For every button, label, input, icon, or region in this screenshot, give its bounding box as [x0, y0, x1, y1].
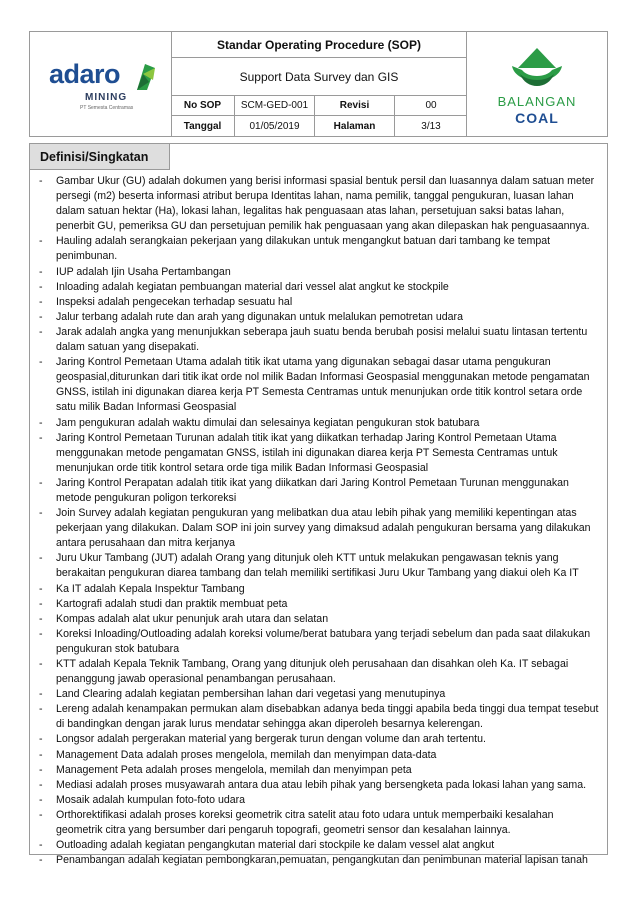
sop-info-row-1 — [171, 96, 467, 116]
definitions-list — [38, 174, 600, 868]
halaman-label: Halaman — [315, 116, 395, 136]
list-item: - Gambar Ukur (GU) adalah dokumen yang berisi informasi spasial bentuk persil dan luasannya dalam satuan meter persegi (m2) beserta informasi atribut berupa Identitas lahan, nama pemilik, tanggal pengukuran, luasan lahan dalam satuan hektar (Ha), lokasi lahan, legalitas hak penguasaan atas lahan, persetujuan saksi batas lahan, penerbit GU, pemeriksa GU dan persetujuan pemilik hak penguasaan yang akan dilepaskan hak penguasaannya. — [38, 174, 600, 234]
tanggal-label: Tanggal — [171, 116, 235, 136]
list-item: - Hauling adalah serangkaian pekerjaan yang dilakukan untuk mengangkut batuan dari tambang ke tempat penimbunan. — [38, 234, 600, 264]
list-item: - Management Data adalah proses mengelola, memilah dan menyimpan data-data — [38, 748, 600, 763]
sop-title: Standar Operating Procedure (SOP) — [171, 32, 467, 58]
list-item: - Kompas adalah alat ukur penunjuk arah utara dan selatan — [38, 612, 600, 627]
sop-info-table — [171, 32, 467, 136]
no-sop-value: SCM-GED-001 — [235, 96, 315, 115]
list-item: - Inspeksi adalah pengecekan terhadap sesuatu hal — [38, 295, 600, 310]
sop-subtitle: Support Data Survey dan GIS — [171, 58, 467, 96]
list-item: - Juru Ukur Tambang (JUT) adalah Orang yang ditunjuk oleh KTT untuk melakukan pengawasan teknis yang berakaitan pengukuran diarea tambang dan telah memiliki sertifikasi Juru Ukur Tambang yang diakui oleh Ka IT — [38, 551, 600, 581]
adaro-tagline: PT Semesta Centramas — [80, 105, 134, 111]
list-item: - Management Peta adalah proses mengelola, memilah dan menyimpan peta — [38, 763, 600, 778]
list-item: - Jaring Kontrol Perapatan adalah titik ikat yang diikatkan dari Jaring Kontrol Pemetaan Turunan menggunakan metode pengukuran poligon terkoreksi — [38, 476, 600, 506]
list-item: - Jam pengukuran adalah waktu dimulai dan selesainya kegiatan pengukuran stok batubara — [38, 416, 600, 431]
tanggal-value: 01/05/2019 — [235, 116, 315, 136]
list-item: - Orthorektifikasi adalah proses koreksi geometrik citra satelit atau foto udara untuk memperbaiki kesalahan geometrik citra yang bersumber dari pengaruh topografi, geometri sensor dan kesalahan lainnya. — [38, 808, 600, 838]
list-item: - Kartografi adalah studi dan praktik membuat peta — [38, 597, 600, 612]
halaman-value: 3/13 — [421, 120, 441, 132]
list-item: - Outloading adalah kegiatan pengangkutan material dari stockpile ke dalam vessel alat angkut — [38, 838, 600, 853]
list-item: - Jarak adalah angka yang menunjukkan seberapa jauh suatu benda berubah posisi melalui suatu lintasan tertentu dalam satuan yang disepakati. — [38, 325, 600, 355]
list-item: - Mediasi adalah proses musyawarah antara dua atau lebih pihak yang bersengketa pada lokasi lahan yang sama. — [38, 778, 600, 793]
adaro-mining-text: MINING — [85, 92, 128, 103]
list-item: - KTT adalah Kepala Teknik Tambang, Orang yang ditunjuk oleh perusahaan dan disahkan oleh Ka. IT sebagai penanggung jawab operasional penambangan perusahaan. — [38, 657, 600, 687]
list-item: - IUP adalah Ijin Usaha Pertambangan — [38, 265, 600, 280]
sop-info-row-2 — [171, 116, 467, 136]
adaro-logo-text: adaro — [49, 59, 121, 89]
definitions-section — [29, 143, 608, 867]
no-sop-label: No SOP — [171, 96, 235, 115]
list-item: - Inloading adalah kegiatan pembuangan material dari vessel alat angkut ke stockpile — [38, 280, 600, 295]
revisi-label: Revisi — [315, 96, 395, 115]
balangan-logo-panel — [466, 32, 607, 136]
balangan-mountain-icon — [506, 46, 568, 94]
list-item: - Ka IT adalah Kepala Inspektur Tambang — [38, 582, 600, 597]
revisi-value: 00 — [425, 100, 437, 111]
balangan-logo-text: BALANGAN — [497, 94, 577, 109]
list-item: - Penambangan adalah kegiatan pembongkaran,pemuatan, pengangkutan dan penimbunan material lapisan tanah — [38, 853, 600, 868]
list-item: - Land Clearing adalah kegiatan pembersihan lahan dari vegetasi yang menutupinya — [38, 687, 600, 702]
list-item: - Longsor adalah pergerakan material yang bergerak turun dengan volume dan arah tertentu. — [38, 732, 600, 747]
coal-logo-text: COAL — [515, 110, 559, 126]
section-title: Definisi/Singkatan — [30, 144, 170, 170]
list-item: - Join Survey adalah kegiatan pengukuran yang melibatkan dua atau lebih pihak yang memiliki kepentingan atas pekerjaan yang dilakukan. Dalam SOP ini join survey yang dimaksud adalah pengukuran bersama yang dilakukan antara perusahaan dan mitra kerjanya — [38, 506, 600, 551]
list-item: - Jaring Kontrol Pemetaan Turunan adalah titik ikat yang diikatkan terhadap Jaring Kontrol Pemetaan Utama menggunakan metode pengamatan GNSS, istilah ini digunakan diarea kerja PT Semesta Centramas untuk menunjukan orde titik kontrol setara orde tiga milik Badan Informasi Geospasial — [38, 431, 600, 476]
adaro-leaf-icon — [135, 62, 157, 92]
sop-header — [29, 31, 608, 137]
list-item: - Mosaik adalah kumpulan foto-foto udara — [38, 793, 600, 808]
adaro-logo-panel — [30, 32, 172, 136]
list-item: - Jaring Kontrol Pemetaan Utama adalah titik ikat utama yang digunakan sebagai dasar utama pengukuran geospasial,diturunkan dari titik ikat orde nol milik Badan Informasi Geospasial menggunakan metode pengamatan GNSS, istilah ini digunakan diarea kerja PT Semesta Centramas untuk menunjukan orde titik kontrol setara orde satu milik Badan Informasi Geospasial — [38, 355, 600, 415]
list-item: - Lereng adalah kenampakan permukan alam disebabkan adanya beda tinggi apabila beda tinggi dua tempat tesebut di bandingkan dengan jarak lurus mendatar sehingga akan diperoleh besarnya kelerengan. — [38, 702, 600, 732]
list-item: - Koreksi Inloading/Outloading adalah koreksi volume/berat batubara yang terjadi sebelum dan pada saat dilakukan pengukuran stok batubara — [38, 627, 600, 657]
list-item: - Jalur terbang adalah rute dan arah yang digunakan untuk melalukan pemotretan udara — [38, 310, 600, 325]
